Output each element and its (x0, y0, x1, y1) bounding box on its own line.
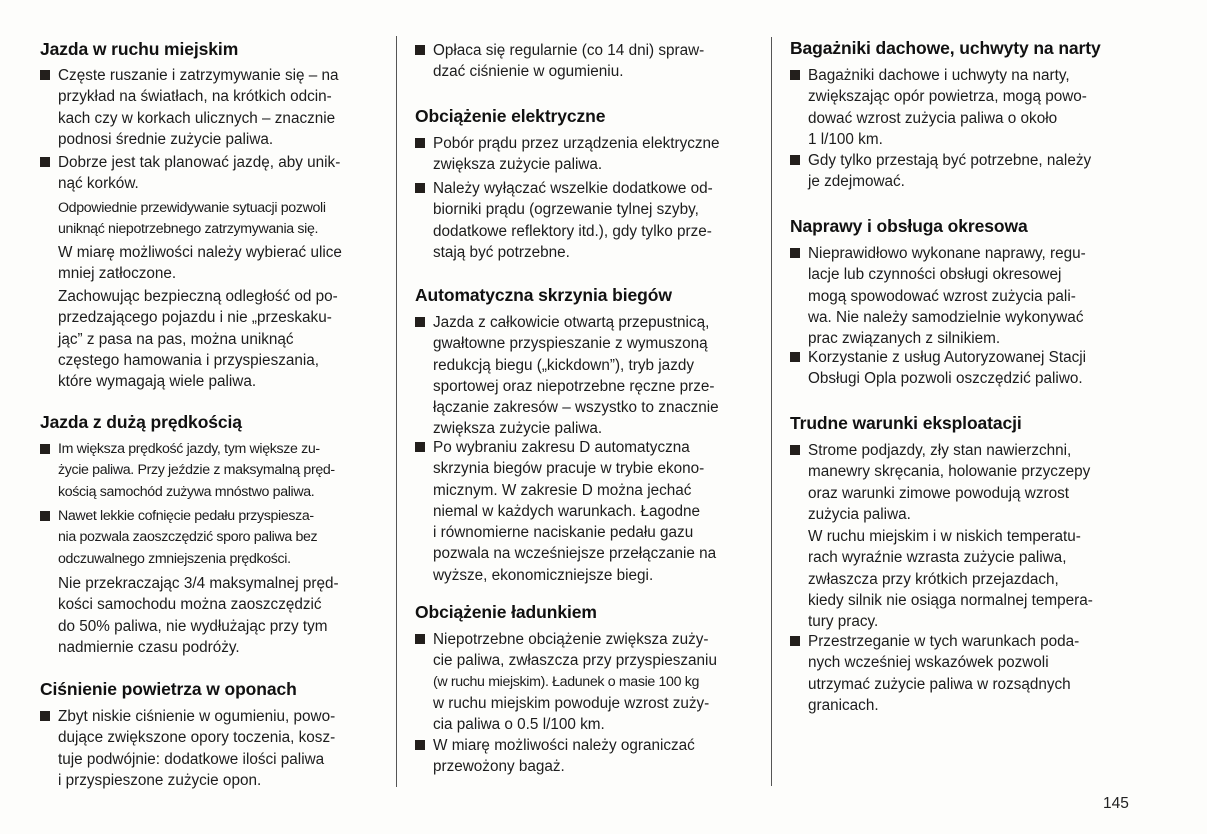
text-line: życie paliwa. Przy jeździe z maksymalną pręd- (58, 462, 335, 479)
bullet-item (40, 65, 380, 150)
text-line: cie paliwa, zwłaszcza przy przyspieszaniu (433, 652, 717, 670)
paragraph (40, 242, 380, 285)
text-line: kiedy silnik nie osiąga normalnej tempera- (808, 591, 1093, 609)
bullet-square-icon (415, 317, 425, 327)
text-line: Przestrzeganie w tych warunkach poda- (808, 633, 1080, 650)
text-line: micznym. W zakresie D można jechać (433, 481, 692, 499)
text-line: nadmiernie czasu podróży. (58, 638, 240, 656)
text-line: które wymagają wiele paliwa. (58, 373, 257, 391)
section-heading: Ciśnienie powietrza w oponach (40, 679, 297, 699)
bullet-square-icon (40, 444, 50, 454)
bullet-item (40, 152, 380, 195)
text-line: wa. Nie należy samodzielnie wykonywać (808, 308, 1084, 326)
text-line: W miarę możliwości należy wybierać ulice (58, 244, 342, 261)
bullet-item (415, 133, 755, 176)
text-line: Zbyt niskie ciśnienie w ogumieniu, powo- (58, 708, 336, 725)
text-line: manewry skręcania, holowanie przyczepy (808, 463, 1091, 481)
bullet-item (790, 243, 1135, 349)
bullet-item (40, 506, 380, 570)
text-line: lacje lub czynności obsługi okresowej (808, 266, 1062, 284)
text-line: w ruchu miejskim powoduje wzrost zuży- (433, 694, 710, 712)
section-heading: Obciążenie elektryczne (415, 106, 606, 126)
text-line: zużycia paliwa. (808, 505, 911, 523)
text-line: Po wybraniu zakresu D automatyczna (433, 439, 690, 456)
text-line: 1 l/100 km. (808, 130, 883, 148)
text-line: dodatkowe reflektory itd.), gdy tylko prze- (433, 222, 712, 240)
text-line: Obsługi Opla pozwoli oszczędzić paliwo. (808, 370, 1083, 388)
text-line: nąć korków. (58, 175, 139, 193)
text-line: Odpowiednie przewidywanie sytuacji pozwoli (58, 200, 326, 216)
section-heading: Jazda z dużą prędkością (40, 412, 242, 432)
column-divider (396, 36, 397, 787)
text-line: redukcją biegu („kickdown”), tryb jazdy (433, 356, 694, 374)
bullet-square-icon (40, 157, 50, 167)
bullet-square-icon (40, 711, 50, 721)
text-line: wyższe, ekonomiczniejsze biegi. (433, 566, 654, 584)
text-line: rach wyraźnie wzrasta zużycie paliwa, (808, 549, 1067, 567)
text-line: kości samochodu można zaoszczędzić (58, 596, 322, 614)
text-line: dujące zwiększone opory toczenia, kosz- (58, 729, 336, 747)
text-line: sportowej oraz niepotrzebne ręczne prze- (433, 377, 715, 395)
text-line: dować wzrost zużycia paliwa o około (808, 109, 1058, 127)
bullet-item (790, 150, 1135, 193)
text-line: pozwala na wcześniejsze przełączanie na (433, 545, 717, 563)
section-heading: Trudne warunki eksploatacji (790, 413, 1022, 433)
page-number: 145 (1103, 795, 1129, 812)
bullet-square-icon (790, 445, 800, 455)
section-heading: Obciążenie ładunkiem (415, 602, 597, 622)
text-line: Nie przekraczając 3/4 maksymalnej pręd- (58, 575, 339, 592)
text-line: Pobór prądu przez urządzenia elektryczne (433, 135, 720, 152)
text-line: utrzymać zużycie paliwa w rozsądnych (808, 675, 1071, 693)
column-divider (771, 37, 772, 786)
text-line: odczuwalnego zmniejszenia prędkości. (58, 550, 291, 567)
text-line: nych wcześniej wskazówek pozwoli (808, 654, 1049, 672)
bullet-square-icon (415, 138, 425, 148)
text-line: podnosi średnie zużycie paliwa. (58, 130, 274, 148)
text-line: Częste ruszanie i zatrzymywanie się – na (58, 67, 339, 84)
text-line: częstego hamowania i przyspieszania, (58, 351, 320, 369)
section-heading: Bagażniki dachowe, uchwyty na narty (790, 38, 1101, 58)
text-line: cia paliwa o 0.5 l/100 km. (433, 716, 605, 734)
text-line: i równomierne naciskanie pedału gazu (433, 524, 694, 542)
bullet-square-icon (415, 740, 425, 750)
bullet-square-icon (40, 511, 50, 521)
text-line: zwiększa zużycie paliwa. (433, 420, 603, 438)
bullet-item (415, 312, 755, 440)
text-line: tuje podwójnie: dodatkowe ilości paliwa (58, 750, 325, 768)
section-heading: Jazda w ruchu miejskim (40, 39, 239, 59)
paragraph (40, 573, 380, 658)
text-line: dzać ciśnienie w ogumieniu. (433, 63, 624, 81)
text-line: Jazda z całkowicie otwartą przepustnicą, (433, 314, 710, 331)
text-line: Opłaca się regularnie (co 14 dni) spraw- (433, 42, 705, 59)
bullet-item (40, 706, 380, 791)
text-line: niemal w każdych warunkach. Łagodne (433, 502, 701, 520)
text-line: granicach. (808, 696, 879, 714)
text-line: przedzającego pojazdu i nie „przeskaku- (58, 309, 332, 327)
bullet-item (415, 735, 755, 778)
bullet-item (790, 347, 1135, 390)
bullet-item (415, 437, 755, 586)
text-line: Zachowując bezpieczną odległość od po- (58, 288, 338, 305)
text-line: Bagażniki dachowe i uchwyty na narty, (808, 67, 1070, 84)
text-line: tury pracy. (808, 613, 879, 631)
text-line: mniej zatłoczone. (58, 265, 177, 283)
bullet-item (790, 440, 1135, 525)
text-line: W ruchu miejskim i w niskich temperatu- (808, 528, 1081, 545)
text-line: biorniki prądu (ogrzewanie tylnej szyby, (433, 201, 699, 219)
bullet-square-icon (40, 70, 50, 80)
section-heading: Naprawy i obsługa okresowa (790, 216, 1028, 236)
text-line: i przyspieszone zużycie opon. (58, 771, 262, 789)
text-line: W miarę możliwości należy ograniczać (433, 737, 695, 754)
text-line: Korzystanie z usług Autoryzowanej Stacji (808, 349, 1087, 366)
text-line: Należy wyłączać wszelkie dodatkowe od- (433, 180, 713, 197)
text-line: zwiększa zużycie paliwa. (433, 156, 603, 174)
text-line: nia pozwala zaoszczędzić sporo paliwa bez (58, 529, 318, 546)
text-line: łączanie zakresów – wszystko to znacznie (433, 399, 719, 417)
text-line: uniknąć niepotrzebnego zatrzymywania się. (58, 221, 319, 238)
bullet-item (40, 439, 380, 503)
text-line: gwałtowne przyspieszanie z wymuszoną (433, 335, 708, 353)
section-heading: Automatyczna skrzynia biegów (415, 285, 672, 305)
text-line: je zdejmować. (808, 173, 905, 191)
bullet-square-icon (790, 155, 800, 165)
text-line: stają być potrzebne. (433, 243, 570, 261)
text-line: Gdy tylko przestają być potrzebne, należy (808, 152, 1092, 169)
text-line: jąc” z pasa na pas, można uniknąć (58, 330, 294, 348)
bullet-item (415, 40, 755, 83)
text-line: skrzynia biegów pracuje w trybie ekono- (433, 460, 705, 478)
bullet-square-icon (790, 636, 800, 646)
bullet-square-icon (415, 45, 425, 55)
text-line: Nawet lekkie cofnięcie pedału przyspiesza- (58, 508, 314, 524)
text-line: kością samochód zużywa mnóstwo paliwa. (58, 483, 315, 500)
text-line: oraz warunki zimowe powodują wzrost (808, 484, 1070, 502)
bullet-item (415, 629, 755, 735)
text-line: Dobrze jest tak planować jazdę, aby unik- (58, 154, 341, 171)
bullet-square-icon (790, 70, 800, 80)
bullet-item (790, 65, 1135, 150)
paragraph (790, 526, 1135, 632)
bullet-square-icon (415, 634, 425, 644)
bullet-square-icon (790, 248, 800, 258)
text-line: Nieprawidłowo wykonane naprawy, regu- (808, 245, 1086, 262)
text-line: przykład na światłach, na krótkich odcin- (58, 88, 332, 106)
text-line: kach czy w korkach ulicznych – znacznie (58, 109, 336, 127)
text-line: do 50% paliwa, nie wydłużając przy tym (58, 617, 328, 635)
text-line: prac związanych z silnikiem. (808, 330, 1001, 348)
text-line: zwłaszcza przy krótkich przejazdach, (808, 570, 1059, 588)
text-line: zwiększając opór powietrza, mogą powo- (808, 88, 1087, 106)
bullet-square-icon (415, 442, 425, 452)
paragraph (40, 198, 380, 241)
text-line: Im większa prędkość jazdy, tym większe zu- (58, 441, 320, 457)
bullet-square-icon (790, 352, 800, 362)
text-line: Strome podjazdy, zły stan nawierzchni, (808, 442, 1072, 459)
text-line: Niepotrzebne obciążenie zwiększa zuży- (433, 631, 709, 648)
text-line: mogą spowodować wzrost zużycia pali- (808, 287, 1076, 305)
paragraph (40, 286, 380, 392)
bullet-item (415, 178, 755, 263)
text-line: przewożony bagaż. (433, 758, 565, 776)
text-line: (w ruchu miejskim). Ładunek o masie 100 kg (433, 673, 700, 690)
bullet-item (790, 631, 1135, 716)
bullet-square-icon (415, 183, 425, 193)
